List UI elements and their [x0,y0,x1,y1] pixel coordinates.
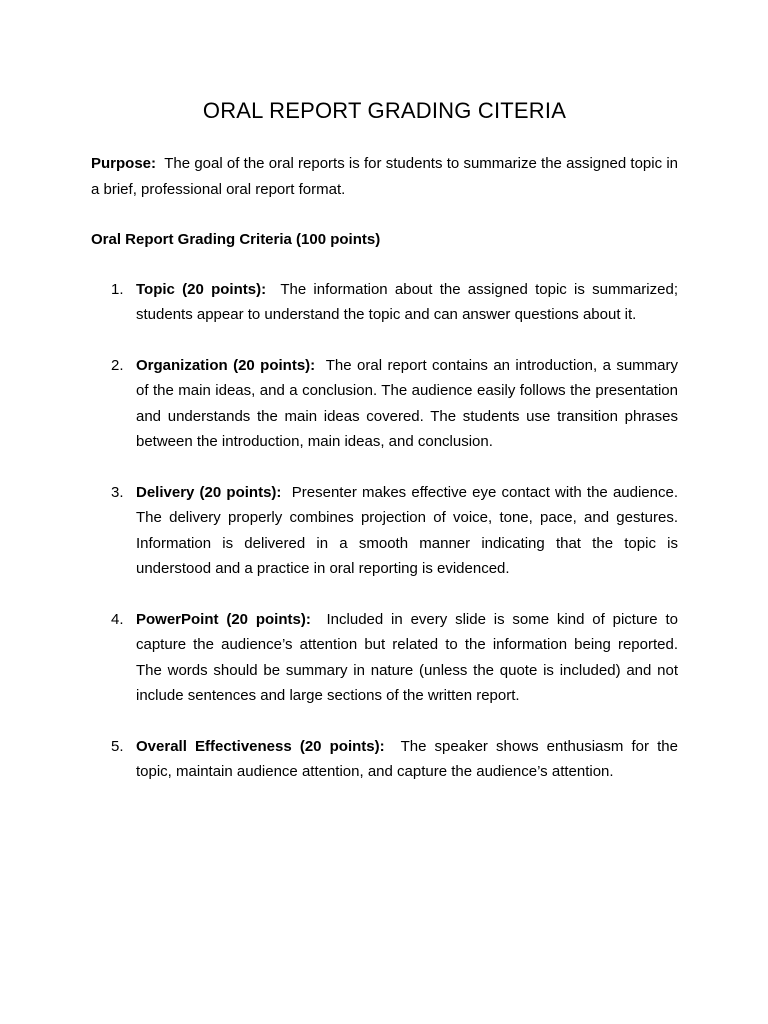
criteria-label: Overall Effectiveness (20 points): [136,737,385,755]
criteria-item-delivery [91,480,678,582]
item-number: 4. [111,610,124,628]
criteria-label: Delivery (20 points): [136,483,282,501]
item-number: 5. [111,737,124,755]
criteria-text: The information about the assigned topic is summarized; students appear to understand the topic and can answer questions about it. [136,280,678,323]
criteria-text: The speaker shows enthusiasm for the topic, maintain audience attention, and capture the audience’s attention. [136,737,678,780]
criteria-label: Topic (20 points): [136,280,267,298]
criteria-item-powerpoint [91,607,678,709]
purpose-text: The goal of the oral reports is for students to summarize the assigned topic in a brief, professional oral report format. [91,155,678,198]
criteria-list [91,277,678,785]
item-number: 3. [111,483,124,501]
item-number: 2. [111,356,124,374]
criteria-item-topic [91,277,678,328]
criteria-text: The oral report contains an introduction, a summary of the main ideas, and a conclusion. The audience easily follows the presentation and understands the main ideas covered. The students use transition phrases between the introduction, main ideas, and conclusion. [136,356,678,450]
criteria-text: Included in every slide is some kind of picture to capture the audience’s attention but related to the information being reported. The words should be summary in nature (unless the quote is included) and not include sentences and large sections of the written report. [136,610,678,704]
criteria-item-overall-effectiveness [91,734,678,785]
criteria-heading: Oral Report Grading Criteria (100 points) [91,231,381,248]
criteria-item-organization [91,353,678,455]
criteria-text: Presenter makes effective eye contact with the audience. The delivery properly combines projection of voice, tone, pace, and gestures. Information is delivered in a smooth manner indicating that the topic is understood and a practice in oral reporting is evidenced. [136,483,678,577]
purpose-paragraph [91,151,678,202]
item-number: 1. [111,280,124,298]
purpose-label: Purpose: [91,155,157,172]
document-title: ORAL REPORT GRADING CITERIA [202,98,567,123]
criteria-label: Organization (20 points): [136,356,316,374]
criteria-label: PowerPoint (20 points): [136,610,311,628]
